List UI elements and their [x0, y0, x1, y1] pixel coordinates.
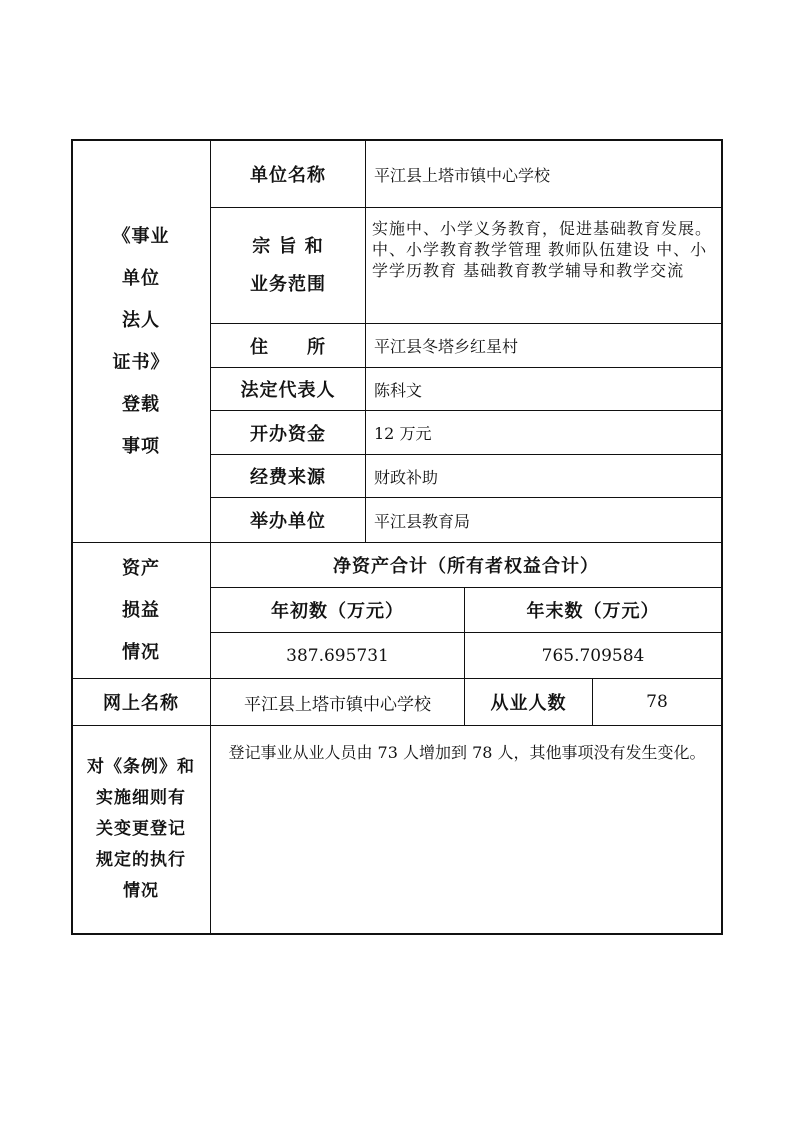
title-line: 事项	[122, 435, 160, 457]
start-capital-label: 开办资金	[250, 423, 326, 445]
purpose-scope-value: 实施中、小学义务教育，促进基础教育发展。 中、小学教育教学管理 教师队伍建设 中、小学学历教育 基础教育教学辅导和教学交流	[372, 219, 713, 280]
sponsor-unit-value: 平江县教育局	[374, 511, 471, 531]
legal-representative-label: 法定代表人	[240, 380, 336, 401]
title-line: 情况	[123, 881, 159, 901]
end-of-year-header: 年末数（万元）	[526, 601, 660, 622]
title-line: 单位	[122, 267, 160, 289]
title-line: 资产	[122, 557, 160, 579]
compliance-section-title	[72, 726, 210, 933]
unit-name-label: 单位名称	[250, 165, 326, 186]
table-border-bottom	[71, 933, 723, 935]
registration-section-title	[72, 141, 210, 542]
label-line: 业务范围	[250, 273, 326, 295]
address-label: 住 所	[250, 336, 326, 358]
staff-count-label: 从业人数	[490, 693, 567, 714]
title-line: 证书》	[112, 351, 170, 373]
title-line: 《事业	[112, 225, 170, 247]
title-line: 对《条例》和	[87, 757, 195, 777]
title-line: 损益	[122, 599, 160, 621]
online-name-value: 平江县上塔市镇中心学校	[244, 694, 431, 715]
start-of-year-value: 387.695731	[286, 645, 389, 666]
start-capital-value: 12 万元	[374, 424, 432, 443]
staff-count-value: 78	[646, 692, 668, 712]
funding-source-value: 财政补助	[374, 467, 439, 487]
online-name-label: 网上名称	[103, 693, 179, 714]
title-line: 登载	[122, 393, 160, 415]
unit-name-value: 平江县上塔市镇中心学校	[374, 165, 551, 185]
title-line: 实施细则有	[96, 788, 186, 808]
legal-representative-value: 陈科文	[374, 380, 423, 400]
table-border-right	[721, 139, 723, 935]
title-line: 关变更登记	[96, 819, 186, 839]
end-of-year-value: 765.709584	[541, 645, 645, 666]
sponsor-unit-label: 举办单位	[250, 511, 326, 532]
compliance-text: 登记事业从业人员由 73 人增加到 78 人，其他事项没有发生变化。	[228, 743, 706, 762]
address-value: 平江县冬塔乡红星村	[374, 337, 519, 356]
funding-source-label: 经费来源	[250, 467, 326, 488]
net-assets-header: 净资产合计（所有者权益合计）	[333, 556, 599, 577]
assets-section-title	[72, 543, 210, 678]
purpose-scope-label	[211, 208, 365, 323]
start-of-year-header: 年初数（万元）	[271, 601, 404, 622]
title-line: 法人	[122, 309, 160, 331]
title-line: 规定的执行	[96, 850, 186, 870]
label-line: 宗 旨 和	[252, 235, 324, 257]
title-line: 情况	[122, 641, 160, 663]
